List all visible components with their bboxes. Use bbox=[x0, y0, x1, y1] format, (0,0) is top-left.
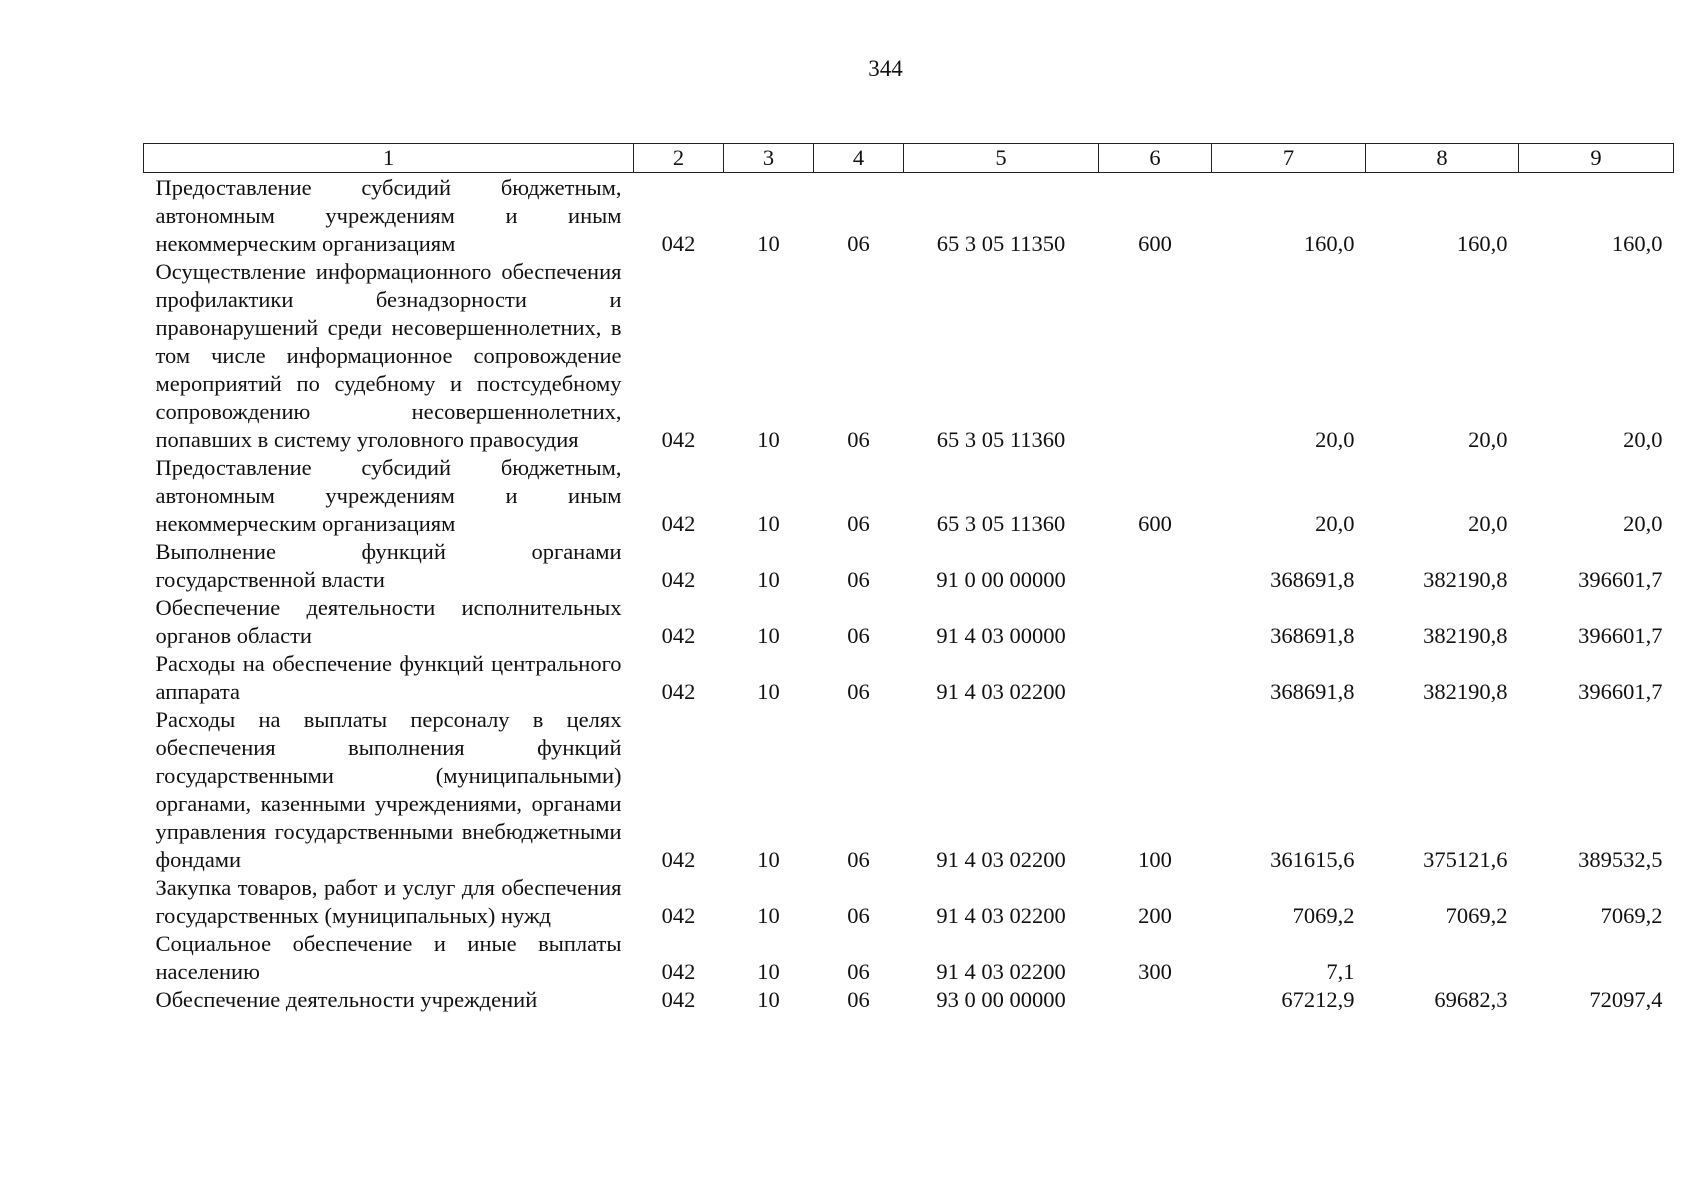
amount-col8-cell: 382190,8 bbox=[1423, 567, 1508, 592]
amount-col9-cell: 160,0 bbox=[1611, 231, 1663, 256]
table-row bbox=[144, 706, 1674, 874]
row-description: Обеспечение деятельности исполнительных органов области bbox=[155, 595, 622, 648]
subsection-code-cell: 06 bbox=[847, 847, 870, 872]
subsection-code-cell: 06 bbox=[847, 903, 870, 928]
target-article-cell: 91 4 03 00000 bbox=[936, 623, 1066, 648]
amount-col7-cell: 20,0 bbox=[1315, 511, 1355, 536]
table-row bbox=[144, 650, 1674, 706]
admin-code-cell: 042 bbox=[661, 567, 696, 592]
column-header: 2 bbox=[634, 144, 724, 173]
table-row bbox=[144, 454, 1674, 538]
section-code-cell: 10 bbox=[757, 231, 780, 256]
expense-type-cell: 600 bbox=[1138, 231, 1172, 256]
amount-col9-cell: 20,0 bbox=[1623, 427, 1663, 452]
amount-col9-cell: 396601,7 bbox=[1578, 623, 1663, 648]
section-code-cell: 10 bbox=[757, 511, 780, 536]
amount-col8-cell bbox=[1366, 930, 1519, 986]
amount-col7-cell: 368691,8 bbox=[1270, 567, 1355, 592]
amount-col9-cell: 20,0 bbox=[1623, 511, 1663, 536]
amount-col8-cell: 7069,2 bbox=[1445, 903, 1508, 928]
expense-type-cell bbox=[1099, 986, 1212, 1014]
admin-code-cell: 042 bbox=[661, 959, 696, 984]
amount-col9-cell: 389532,5 bbox=[1578, 847, 1663, 872]
admin-code-cell: 042 bbox=[661, 427, 696, 452]
admin-code-cell: 042 bbox=[661, 511, 696, 536]
expense-type-cell bbox=[1099, 538, 1212, 594]
row-description: Выполнение функций органами государственной власти bbox=[155, 539, 622, 592]
target-article-cell: 91 4 03 02200 bbox=[936, 959, 1066, 984]
column-header: 4 bbox=[814, 144, 904, 173]
subsection-code-cell: 06 bbox=[847, 623, 870, 648]
section-code-cell: 10 bbox=[757, 427, 780, 452]
row-description: Расходы на обеспечение функций центрального аппарата bbox=[155, 651, 622, 704]
subsection-code-cell: 06 bbox=[847, 959, 870, 984]
section-code-cell: 10 bbox=[757, 567, 780, 592]
budget-table bbox=[143, 143, 1674, 1014]
amount-col8-cell: 20,0 bbox=[1468, 511, 1508, 536]
expense-type-cell: 200 bbox=[1138, 903, 1172, 928]
amount-col8-cell: 375121,6 bbox=[1423, 847, 1508, 872]
amount-col7-cell: 20,0 bbox=[1315, 427, 1355, 452]
subsection-code-cell: 06 bbox=[847, 511, 870, 536]
subsection-code-cell: 06 bbox=[847, 231, 870, 256]
section-code-cell: 10 bbox=[757, 903, 780, 928]
target-article-cell: 91 4 03 02200 bbox=[936, 903, 1066, 928]
section-code-cell: 10 bbox=[757, 959, 780, 984]
amount-col8-cell: 20,0 bbox=[1468, 427, 1508, 452]
amount-col7-cell: 368691,8 bbox=[1270, 679, 1355, 704]
column-header: 7 bbox=[1212, 144, 1366, 173]
subsection-code-cell: 06 bbox=[847, 427, 870, 452]
admin-code-cell: 042 bbox=[661, 987, 696, 1012]
amount-col7-cell: 7,1 bbox=[1326, 959, 1355, 984]
target-article-cell: 91 4 03 02200 bbox=[936, 847, 1066, 872]
column-header: 3 bbox=[724, 144, 814, 173]
target-article-cell: 65 3 05 11360 bbox=[936, 511, 1066, 536]
amount-col8-cell: 382190,8 bbox=[1423, 623, 1508, 648]
amount-col7-cell: 361615,6 bbox=[1270, 847, 1355, 872]
amount-col8-cell: 69682,3 bbox=[1434, 987, 1508, 1012]
target-article-cell: 65 3 05 11360 bbox=[936, 427, 1066, 452]
amount-col7-cell: 67212,9 bbox=[1281, 987, 1355, 1012]
admin-code-cell: 042 bbox=[661, 623, 696, 648]
expense-type-cell bbox=[1099, 650, 1212, 706]
amount-col7-cell: 368691,8 bbox=[1270, 623, 1355, 648]
expense-type-cell: 300 bbox=[1138, 959, 1172, 984]
table-row bbox=[144, 594, 1674, 650]
column-header: 8 bbox=[1366, 144, 1519, 173]
section-code-cell: 10 bbox=[757, 623, 780, 648]
table-row bbox=[144, 538, 1674, 594]
column-header: 5 bbox=[904, 144, 1099, 173]
section-code-cell: 10 bbox=[757, 679, 780, 704]
amount-col7-cell: 160,0 bbox=[1303, 231, 1355, 256]
column-header: 9 bbox=[1519, 144, 1674, 173]
table-row bbox=[144, 930, 1674, 986]
amount-col9-cell: 7069,2 bbox=[1600, 903, 1663, 928]
table-row bbox=[144, 874, 1674, 930]
row-description: Предоставление субсидий бюджетным, автономным учреждениям и иным некоммерческим организациям bbox=[155, 175, 622, 256]
amount-col7-cell: 7069,2 bbox=[1292, 903, 1355, 928]
admin-code-cell: 042 bbox=[661, 679, 696, 704]
row-description: Обеспечение деятельности учреждений bbox=[155, 987, 538, 1012]
admin-code-cell: 042 bbox=[661, 847, 696, 872]
subsection-code-cell: 06 bbox=[847, 679, 870, 704]
amount-col8-cell: 160,0 bbox=[1456, 231, 1508, 256]
subsection-code-cell: 06 bbox=[847, 567, 870, 592]
column-number-header-row bbox=[144, 144, 1674, 173]
table-row bbox=[144, 173, 1674, 259]
row-description: Закупка товаров, работ и услуг для обеспечения государственных (муниципальных) нужд bbox=[155, 875, 622, 928]
amount-col9-cell: 396601,7 bbox=[1578, 567, 1663, 592]
expense-type-cell: 600 bbox=[1138, 511, 1172, 536]
page-number: 344 bbox=[868, 56, 903, 81]
row-description: Расходы на выплаты персоналу в целях обеспечения выполнения функций государственными (муниципальными) органами, казенными учреждениями, органами управления государственными внебюджетными фондами bbox=[155, 707, 622, 872]
section-code-cell: 10 bbox=[757, 847, 780, 872]
target-article-cell: 91 4 03 02200 bbox=[936, 679, 1066, 704]
subsection-code-cell: 06 bbox=[847, 987, 870, 1012]
target-article-cell: 91 0 00 00000 bbox=[936, 567, 1066, 592]
column-header: 1 bbox=[144, 144, 634, 173]
section-code-cell: 10 bbox=[757, 987, 780, 1012]
expense-type-cell bbox=[1099, 258, 1212, 454]
row-description: Социальное обеспечение и иные выплаты населению bbox=[155, 931, 622, 984]
expense-type-cell bbox=[1099, 594, 1212, 650]
row-description: Осуществление информационного обеспечения профилактики безнадзорности и правонарушений среди несовершеннолетних, в том числе информационное сопровождение мероприятий по судебному и постсудебному сопровождению несовершеннолетних, попавших в систему уголовного правосудия bbox=[155, 259, 622, 452]
target-article-cell: 65 3 05 11350 bbox=[936, 231, 1066, 256]
admin-code-cell: 042 bbox=[661, 231, 696, 256]
admin-code-cell: 042 bbox=[661, 903, 696, 928]
table-row bbox=[144, 986, 1674, 1014]
amount-col9-cell bbox=[1519, 930, 1674, 986]
target-article-cell: 93 0 00 00000 bbox=[936, 987, 1066, 1012]
amount-col9-cell: 396601,7 bbox=[1578, 679, 1663, 704]
expense-type-cell: 100 bbox=[1138, 847, 1172, 872]
row-description: Предоставление субсидий бюджетным, автономным учреждениям и иным некоммерческим организациям bbox=[155, 455, 622, 536]
amount-col9-cell: 72097,4 bbox=[1589, 987, 1663, 1012]
column-header: 6 bbox=[1099, 144, 1212, 173]
table-row bbox=[144, 258, 1674, 454]
amount-col8-cell: 382190,8 bbox=[1423, 679, 1508, 704]
